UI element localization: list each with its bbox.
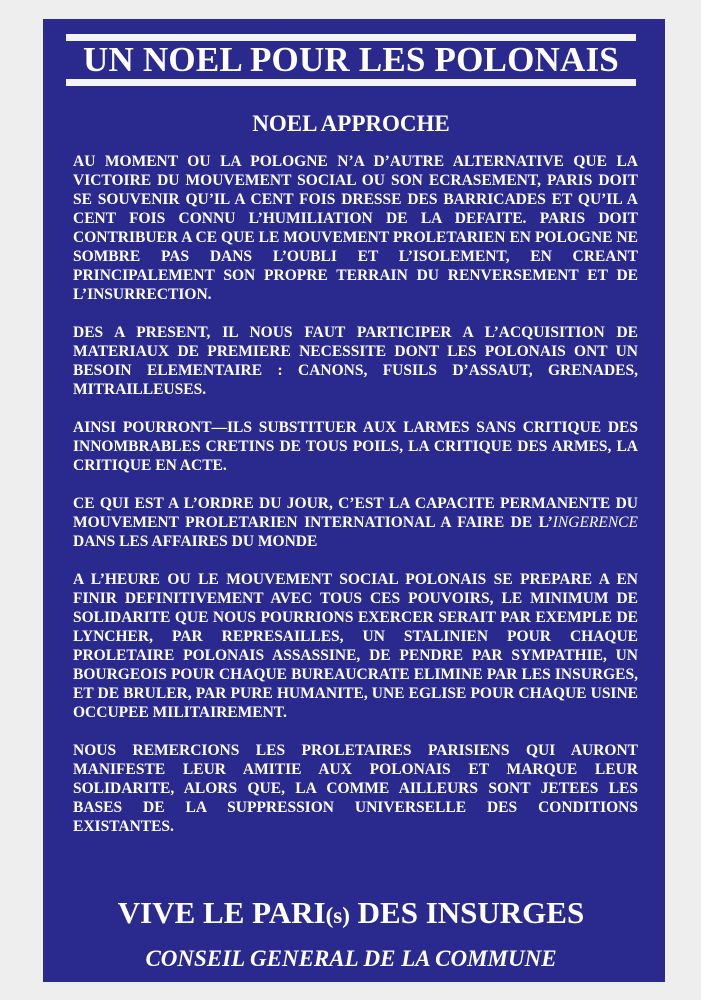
- slogan-parenthetical: (s): [325, 903, 350, 928]
- paragraph-4: [73, 494, 638, 551]
- poster-title: UN NOEL POUR LES POLONAIS: [83, 40, 619, 79]
- title-rule-bottom: [66, 79, 636, 86]
- paragraph-6: NOUS REMERCIONS LES PROLETAIRES PARISIENS QUI AURONT MANIFESTE LEUR AMITIE AUX POLONAIS ET MARQUE LEUR SOLIDARITE, ALORS QUE, LA COMME AILLEURS SONT JETEES LES BASES DE LA SUPPRESSION UNIVERSELLE DES CONDITIONS EXISTANTES.: [73, 742, 638, 835]
- paragraph-3: AINSI POURRONT—ILS SUBSTITUER AUX LARMES SANS CRITIQUE DES INNOMBRABLES CRETINS DE TOUS POILS, LA CRITIQUE DES ARMES, LA CRITIQUE EN ACTE.: [73, 419, 638, 474]
- signature: CONSEIL GENERAL DE LA COMMUNE: [145, 946, 557, 971]
- paragraph-4-emphasis: INGERENCE: [552, 514, 638, 531]
- paragraph-2: DES A PRESENT, IL NOUS FAUT PARTICIPER A L’ACQUISITION DE MATERIAUX DE PREMIERE NECESSITE DONT LES POLONAIS ONT UN BESOIN ELEMENTAIRE : CANONS, FUSILS D’ASSAUT, GRENADES, MITRAILLEUSES.: [73, 324, 638, 398]
- paragraph-4-start: CE QUI EST A L’ORDRE DU JOUR, C’EST LA CAPACITE PERMANENTE DU MOUVEMENT PROLETARIEN INTERNATIONAL A FAIRE DE L’: [73, 495, 638, 531]
- slogan-end: DES INSURGES: [349, 895, 585, 930]
- paragraph-5: A L’HEURE OU LE MOUVEMENT SOCIAL POLONAIS SE PREPARE A EN FINIR DEFINITIVEMENT AVEC TOUS CES POUVOIRS, LE MINIMUM DE SOLIDARITE QUE NOUS POURRIONS EXERCER SERAIT PAR EXEMPLE DE LYNCHER, PAR REPRESAILLES, UN STALINIEN POUR CHAQUE PROLETAIRE POLONAIS ASSASSINE, DE PENDRE PAR SYMPATHIE, UN BOURGEOIS POUR CHAQUE BUREAUCRATE ELIMINE PAR LES INSURGES, ET DE BRULER, PAR PURE HUMANITE, UNE EGLISE POUR CHAQUE USINE OCCUPEE MILITAIREMENT.: [73, 571, 638, 721]
- paragraph-4-end: DANS LES AFFAIRES DU MONDE: [73, 533, 318, 550]
- title-band: [66, 34, 636, 86]
- poster-body: [73, 152, 638, 836]
- slogan: [66, 893, 636, 936]
- poster-subhead: NOEL APPROCHE: [252, 111, 450, 136]
- slogan-start: VIVE LE PARI: [117, 895, 326, 930]
- paragraph-1: AU MOMENT OU LA POLOGNE N’A D’AUTRE ALTERNATIVE QUE LA VICTOIRE DU MOUVEMENT SOCIAL OU SON ECRASEMENT, PARIS DOIT SE SOUVENIR QU’IL A CENT FOIS DRESSE DES BARRICADES ET QU’IL A CENT FOIS CONNU L’HUMILIATION DE LA DEFAITE. PARIS DOIT CONTRIBUER A CE QUE LE MOUVEMENT PROLETARIEN EN POLOGNE NE SOMBRE PAS DANS L’OUBLI ET L’ISOLEMENT, EN CREANT PRINCIPALEMENT SON PROPRE TERRAIN DU RENVERSEMENT ET DE L’INSURRECTION.: [73, 153, 638, 303]
